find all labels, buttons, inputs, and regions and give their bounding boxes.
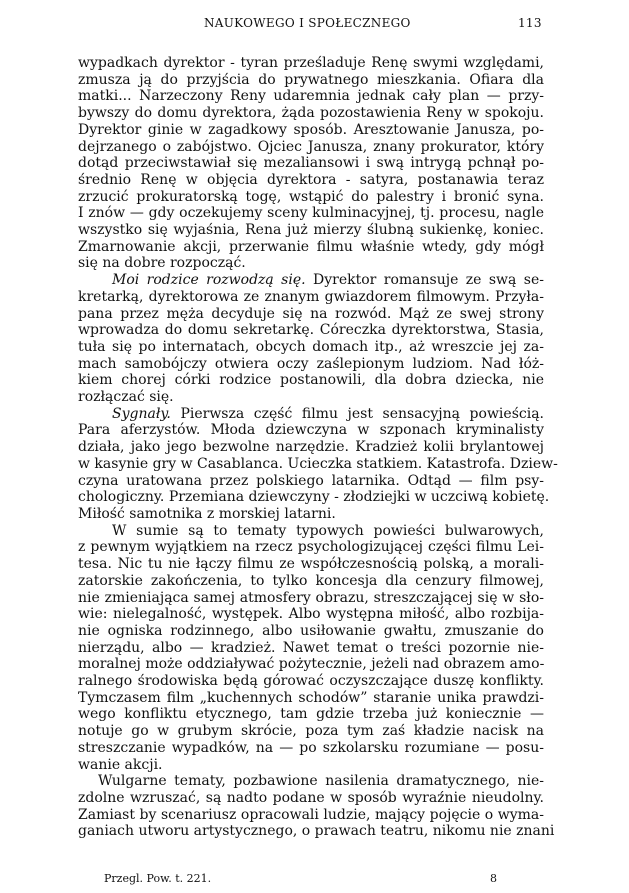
article-body <box>78 55 558 840</box>
text-line: mach samobójczy otwiera oczy zaślepionym ludziom. Nad łóż- <box>78 355 544 372</box>
text-line: dejrzanego o zabójstwo. Ojciec Janusza, znany prokurator, który <box>78 138 544 155</box>
text-line: kretarką, dyrektorowa ze znanym gwiazdorem filmowym. Przyła- <box>78 288 544 305</box>
text-line: wszystko się wyjaśnia, Rena już mierzy ślubną sukienkę, koniec. <box>78 222 544 239</box>
text-line: wego konfliktu etycznego, tam gdzie trzeba już koniecznie — <box>78 706 544 723</box>
text-line: W sumie są to tematy typowych powieści bulwarowych, <box>112 522 544 539</box>
journal-source: Przegl. Pow. t. 221. <box>104 872 212 885</box>
text-line: czyna uratowana przez polskiego latarnika. Odtąd — film psy- <box>78 472 544 489</box>
page-number: 113 <box>518 16 542 30</box>
text-line: zatorskie zakończenia, to tylko koncesja dla cenzury filmowej, <box>78 572 544 589</box>
text-line: Wulgarne tematy, pozbawione nasilenia dramatycznego, nie- <box>98 773 544 790</box>
text-line: Zmarnowanie akcji, przerwanie filmu właśnie wtedy, gdy mógł <box>78 238 544 255</box>
text-line: się na dobre rozpocząć. <box>78 255 246 272</box>
text-line: Zamiast by scenariusz opracowali ludzie, mający pojęcie o wyma- <box>78 806 544 823</box>
film-title-sygnaly: Sygnały. <box>112 405 171 422</box>
text-line: Para aferzystów. Młoda dziewczyna w szponach kryminalisty <box>78 422 544 439</box>
text-line: bywszy do domu dyrektora, żąda pozostawienia Reny w spokoju. <box>78 105 544 122</box>
text-line: wprowadza do domu sekretarkę. Córeczka dyrektorstwa, Stasia, <box>78 322 544 339</box>
text-line: matki... Narzeczony Reny udaremnia jednak cały plan — przy- <box>78 88 544 105</box>
text-line: działa, jako jego bezwolne narzędzie. Kradzież kolii brylantowej <box>78 439 544 456</box>
paragraph-moi-rodzice: Moi rodzice rozwodzą się. Dyrektor romansuje ze swą se- <box>112 272 544 289</box>
film-title-moi-rodzice: Moi rodzice rozwodzą się. <box>112 272 306 289</box>
signature-mark: 8 <box>490 872 497 885</box>
running-title: NAUKOWEGO I SPOŁECZNEGO <box>204 16 411 30</box>
text-line: w kasynie gry w Casablanca. Ucieczka statkiem. Katastrofa. Dziew- <box>78 455 558 472</box>
text-line: Dyrektor ginie w zagadkowy sposób. Aresztowanie Janusza, po- <box>78 121 544 138</box>
text-line: tesa. Nic tu nie łączy filmu ze współczesnością polską, a morali- <box>78 556 544 573</box>
text-line: dotąd przeciwstawiał się mezaliansowi i swą intrygą pchnął po- <box>78 155 544 172</box>
text-line: Miłość samotnika z morskiej latarni. <box>78 505 336 522</box>
text-line: chologiczny. Przemiana dziewczyny - złodziejki w uczciwą kobietę. <box>78 489 550 506</box>
text-line: nierządu, albo — kradzież. Nawet temat o treści pozornie nie- <box>78 639 544 656</box>
paragraph-sygnaly: Sygnały. Pierwsza część filmu jest sensacyjną powieścią. <box>112 405 544 422</box>
text-line: nie zmieniająca samej atmosfery obrazu, streszczającej się w sło- <box>78 589 544 606</box>
text-line: moralnej może oddziaływać pożytecznie, jeżeli nad obrazem amo- <box>78 656 545 673</box>
text-line: notuje go w grubym skrócie, poza tym zaś kładzie nacisk na <box>78 723 544 740</box>
text-line: pana przez męża decyduje się na rozwód. Mąż ze swej strony <box>78 305 544 322</box>
text-line: ralnego środowiska będą górować oczyszczające duszę konflikty. <box>78 673 544 690</box>
text-line: rozłączać się. <box>78 389 174 406</box>
text-line: tuła się po internatach, obcych domach itp., aż wreszcie jej za- <box>78 338 544 355</box>
text-line: Tymczasem film „kuchennych schodów” staranie unika prawdzi- <box>78 689 544 706</box>
text-line: zdolne wzruszać, są nadto podane w sposób wyraźnie nieudolny. <box>78 789 544 806</box>
text-line: nie ogniska rodzinnego, albo usiłowanie gwałtu, zmuszanie do <box>78 622 544 639</box>
text-line: wie: nielegalność, występek. Albo występna miłość, albo rozbija- <box>78 606 544 623</box>
text-line: wypadkach dyrektor - tyran prześladuje Renę swymi względami, <box>78 55 544 71</box>
text-line: średnio Renę w objęcia dyrektora - satyra, postanawia teraz <box>78 171 544 188</box>
text-line: ganiach utworu artystycznego, o prawach teatru, nikomu nie znani <box>78 823 555 840</box>
text-line: z pewnym wyjątkiem na rzecz psychologizującej części filmu Lei- <box>78 539 544 556</box>
text-line: streszczanie wypadków, na — po szkolarsku rozumiane — posu- <box>78 739 544 756</box>
text-line: zrzucić prokuratorską togę, wstąpić do palestry i bronić syna. <box>78 188 544 205</box>
text-line: kiem chorej córki rodzice postanowili, dla dobra dziecka, nie <box>78 372 544 389</box>
text-line: I znów — gdy oczekujemy sceny kulminacyjnej, tj. procesu, nagle <box>78 205 544 222</box>
text-line: wanie akcji. <box>78 756 163 773</box>
text-line: zmusza ją do przyjścia do prywatnego mieszkania. Ofiara dla <box>78 71 544 88</box>
